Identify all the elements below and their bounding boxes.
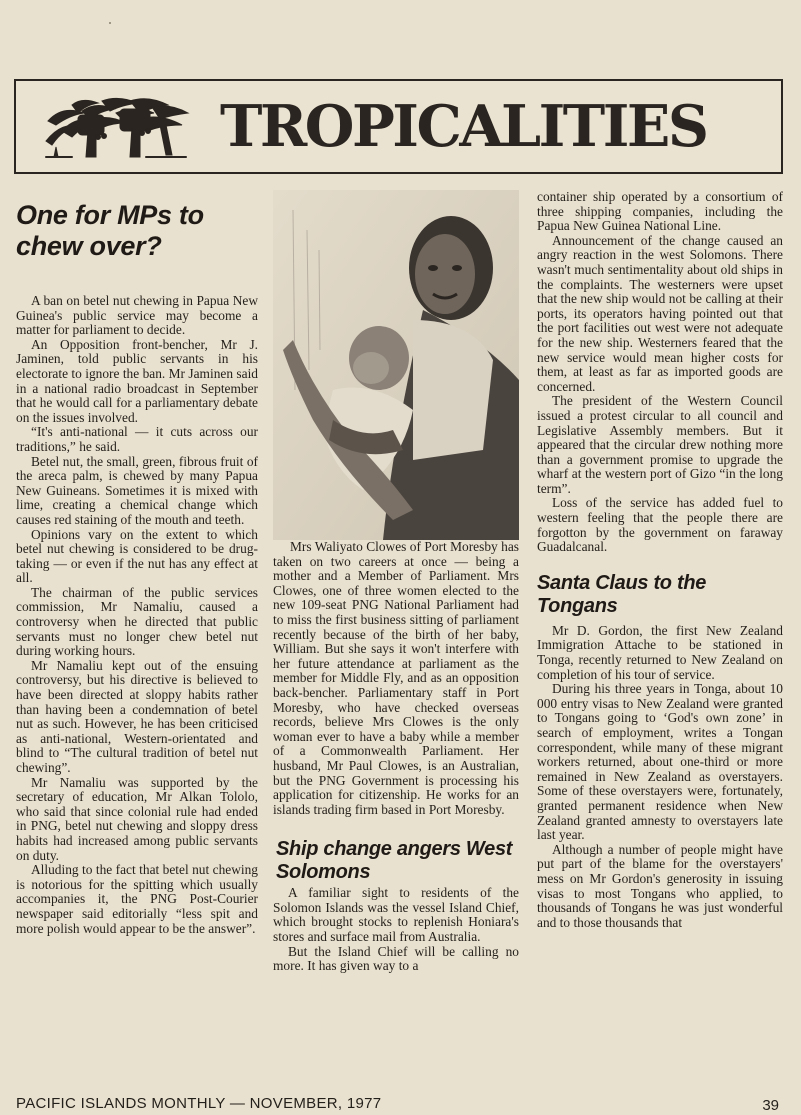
article-paragraph: Mr Namaliu kept out of the ensuing controversy, but his directive is believed to have been directed at sloppy habits rather than having been a condemnation of betel nut as such. However, he has been criticised as anti-national, Western-orientated and blind to “The cultural tradition of betel nut chewing”.	[16, 657, 258, 775]
article-betel-nut	[16, 190, 258, 936]
article-paragraph: But the Island Chief will be calling no more. It has given way to a	[273, 943, 519, 974]
article-paragraph: A ban on betel nut chewing in Papua New Guinea's public service may become a matter for parliament to decide.	[16, 293, 258, 338]
article-paragraph: container ship operated by a consortium of three shipping companies, including the Papua New Guinea National Line.	[537, 189, 783, 234]
article-paragraph: The chairman of the public services commission, Mr Namaliu, caused a controversy when he directed that public servants must no longer chew betel nut during working hours.	[16, 584, 258, 659]
article-paragraph: Announcement of the change caused an angry reaction in the west Solomons. There wasn't much sentimentality about old ships in the complaints. The westerners were upset that the new ship would not be calling at their ports, its operators having pointed out that the port facilities out west were not adequate for the new ship. Westerners feared that the new service would mean higher costs for them, at least as far as imported goods are concerned.	[537, 232, 783, 394]
article-paragraph: “It's anti-national — it cuts across our traditions,” he said.	[16, 424, 258, 454]
paper-speck	[109, 22, 111, 24]
article-paragraph: Alluding to the fact that betel nut chewing is notorious for the spitting which usually accompanies it, the PNG Post-Courier newspaper said editorially “less spit and more polish would appear to be the answer”.	[16, 862, 258, 936]
article-paragraph: Betel nut, the small, green, fibrous fruit of the areca palm, is chewed by many Papua New Guineans. Sometimes it is mixed with lime, creating a chemical change which causes red staining of the mouth and teeth.	[16, 453, 258, 527]
article-headline: Santa Claus to the Tongans	[537, 571, 707, 617]
article-ship-change-continued	[537, 190, 783, 930]
section-banner	[14, 79, 783, 174]
article-headline: Ship change angers West Solomons	[276, 838, 513, 884]
article-paragraph: During his three years in Tonga, about 10 000 entry visas to New Zealand were granted to Tongans going to ‘God's own zone’ in search of employment, writes a Tongan correspondent, while many of these migrant workers returned, about one-third or more remained in New Zealand as overstayers. Some of these overstayers were, fortunately, granted permanent residence when New Zealand granted amnesty to overstayers late last year.	[537, 681, 783, 843]
article-paragraph: A familiar sight to residents of the Solomon Islands was the vessel Island Chief, which brought stocks to replenish Honiara's stores and surface mail from Australia.	[273, 885, 519, 945]
article-paragraph: Opinions vary on the extent to which betel nut chewing is considered to be drug-taking — or even if the nut has any effect at all.	[16, 526, 258, 586]
article-paragraph: Mr D. Gordon, the first New Zealand Immigration Attache to be stationed in Tonga, recently returned to New Zealand on completion of his tour of service.	[537, 622, 783, 682]
article-paragraph: An Opposition front-bencher, Mr J. Jaminen, told public servants in his electorate to ignore the ban. Mr Jaminen said in a national radio broadcast in September that he would call for a parliamentary debate on the issues involved.	[16, 336, 258, 425]
section-title: TROPICALITIES	[220, 93, 707, 160]
publication-footer: PACIFIC ISLANDS MONTHLY — NOVEMBER, 1977	[16, 1095, 382, 1112]
page-number: 39	[762, 1097, 779, 1114]
photo-caption: Mrs Waliyato Clowes of Port Moresby has taken on two careers at once — being a mother and a Member of Parliament. Mrs Clowes, one of three women elected to the new 109-seat PNG National Parliament had to miss the first business sitting of parliament recently because of the birth of her baby, William. But she says it won't interfere with her future attendance at parliament as the member for Middle Fly, and as an opposition back-bencher. Parliamentary staff in Port Moresby, who have checked overseas records, believe Mrs Clowes is the only woman ever to have a baby while a member of a Commonwealth Parliament. Her husband, Mr Paul Clowes, is an Australian, but the PNG Government is processing his application for citizenship. He works for an islands trading firm based in Port Moresby.	[273, 539, 519, 817]
article-paragraph: The president of the Western Council issued a protest circular to all council and Legislative Assembly members. But it appeared that the circular drew nothing more than a government promise to upgrade the wharf at the western port of Gizo “in the long term”.	[537, 393, 783, 496]
article-paragraph: Mr Namaliu was supported by the secretary of education, Mr Alkan Tololo, who said that since colonial rule had ended in PNG, betel nut chewing and sloppy dress habits had increased among public servants on duty.	[16, 774, 258, 863]
article-headline: One for MPs to chew over?	[16, 200, 204, 261]
article-paragraph: Although a number of people might have put part of the blame for the overstayers' mess on Mr Gordon's generosity in issuing visas to most Tongans who applied, to thousands of Tongans he was just wonderful and to those thousands that	[537, 841, 783, 930]
palm-trees-icon	[42, 91, 192, 163]
article-paragraph: Loss of the service has added fuel to western feeling that the people there are forgotton by the government on faraway Guadalcanal.	[537, 495, 783, 555]
photo-column	[273, 190, 519, 974]
portrait-photo	[273, 190, 519, 540]
